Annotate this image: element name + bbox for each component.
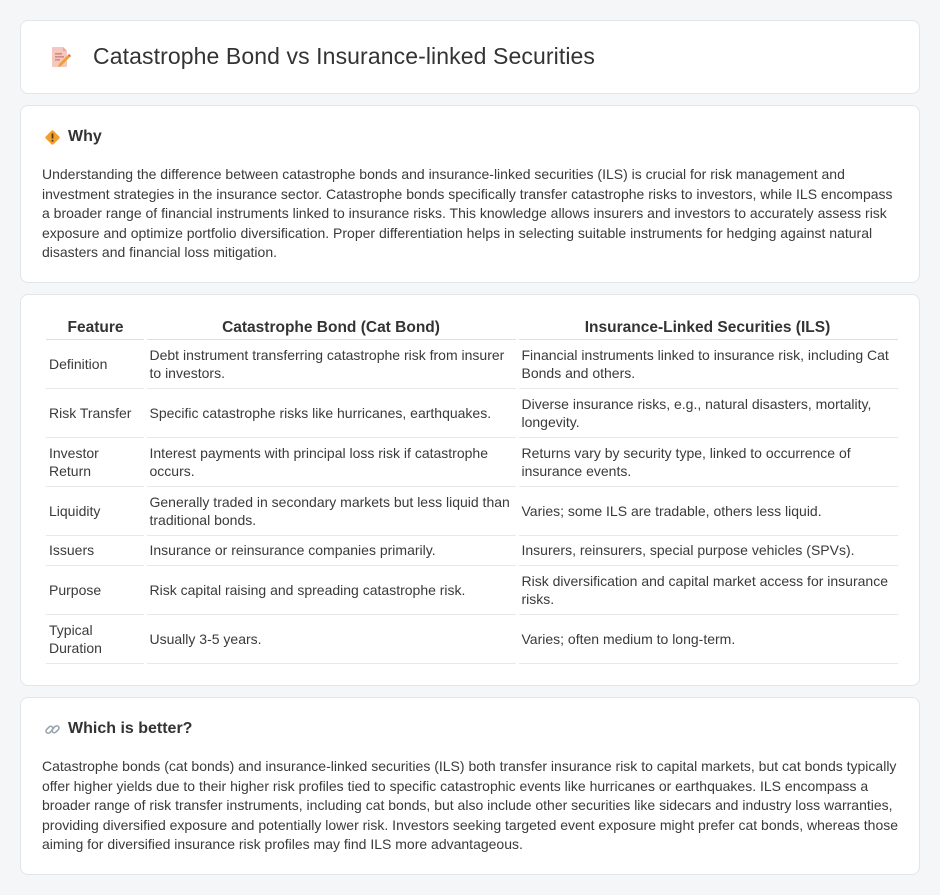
comparison-table: [46, 317, 898, 664]
ils-cell: Risk diversification and capital market access for insurance risks.: [517, 565, 898, 614]
title-row: [47, 43, 595, 70]
feature-cell: Liquidity: [46, 486, 145, 535]
table-row: [46, 565, 898, 614]
why-text: Understanding the difference between catastrophe bonds and insurance-linked securities (ILS) is crucial for risk management and investment strategies in the insurance sector. Catastrophe bonds specifically transfer catastrophe risks to investors, while ILS encompass a broader range of financial instruments linked to insurance risks. This knowledge allows insurers and investors to accurately assess risk exposure and optimize portfolio diversification. Proper differentiation helps in selecting suitable instruments for hedging against natural disasters and financial loss mitigation.: [42, 166, 893, 260]
cat-bond-cell: Risk capital raising and spreading catastrophe risk.: [145, 565, 517, 614]
cat-bond-cell: Specific catastrophe risks like hurricanes, earthquakes.: [145, 388, 517, 437]
ils-cell: Varies; often medium to long-term.: [517, 614, 898, 663]
better-heading: [43, 720, 192, 738]
better-title: Which is better?: [68, 720, 193, 737]
feature-cell: Risk Transfer: [46, 388, 145, 437]
header-feature: Feature: [46, 317, 145, 339]
header-card: [20, 20, 920, 94]
cat-bond-cell: Usually 3-5 years.: [145, 614, 517, 663]
table-header-row: [46, 317, 898, 339]
table-row: [46, 437, 898, 486]
header-cat-bond: Catastrophe Bond (Cat Bond): [145, 317, 517, 339]
table-row: [46, 614, 898, 663]
page-title: Catastrophe Bond vs Insurance-linked Securities: [93, 43, 596, 69]
cat-bond-cell: Generally traded in secondary markets but less liquid than traditional bonds.: [145, 486, 517, 535]
which-is-better-section: [20, 697, 920, 875]
table-row: [46, 486, 898, 535]
why-title: Why: [68, 128, 102, 145]
header-ils: Insurance-Linked Securities (ILS): [517, 317, 898, 339]
cat-bond-cell: Insurance or reinsurance companies primarily.: [145, 535, 517, 565]
table-row: [46, 535, 898, 565]
link-icon: [43, 720, 61, 738]
feature-cell: Purpose: [46, 565, 145, 614]
ils-cell: Returns vary by security type, linked to occurrence of insurance events.: [517, 437, 898, 486]
comparison-table-card: [20, 294, 920, 686]
why-section: [20, 105, 920, 283]
ils-cell: Financial instruments linked to insurance risk, including Cat Bonds and others.: [517, 339, 898, 388]
feature-cell: Typical Duration: [46, 614, 145, 663]
table-row: [46, 388, 898, 437]
feature-cell: Issuers: [46, 535, 145, 565]
feature-cell: Definition: [46, 339, 145, 388]
why-heading: [43, 128, 102, 146]
ils-cell: Insurers, reinsurers, special purpose vehicles (SPVs).: [517, 535, 898, 565]
cat-bond-cell: Interest payments with principal loss risk if catastrophe occurs.: [145, 437, 517, 486]
better-text: Catastrophe bonds (cat bonds) and insurance-linked securities (ILS) both transfer insurance risk to capital markets, but cat bonds typically offer higher yields due to their higher risk profiles tied to specific catastrophic events like hurricanes or earthquakes. ILS encompass a broader range of risk transfer instruments, including cat bonds, but also include other securities like sidecars and industry loss warranties, providing diversified exposure and potentially lower risk. Investors seeking targeted event exposure might prefer cat bonds, whereas those aiming for diversified insurance risk profiles may find ILS more advantageous.: [42, 758, 899, 852]
table-row: [46, 339, 898, 388]
ils-cell: Diverse insurance risks, e.g., natural disasters, mortality, longevity.: [517, 388, 898, 437]
ils-cell: Varies; some ILS are tradable, others less liquid.: [517, 486, 898, 535]
feature-cell: Investor Return: [46, 437, 145, 486]
document-edit-icon: [47, 44, 73, 70]
diamond-sign-icon: [43, 128, 61, 146]
cat-bond-cell: Debt instrument transferring catastrophe risk from insurer to investors.: [145, 339, 517, 388]
